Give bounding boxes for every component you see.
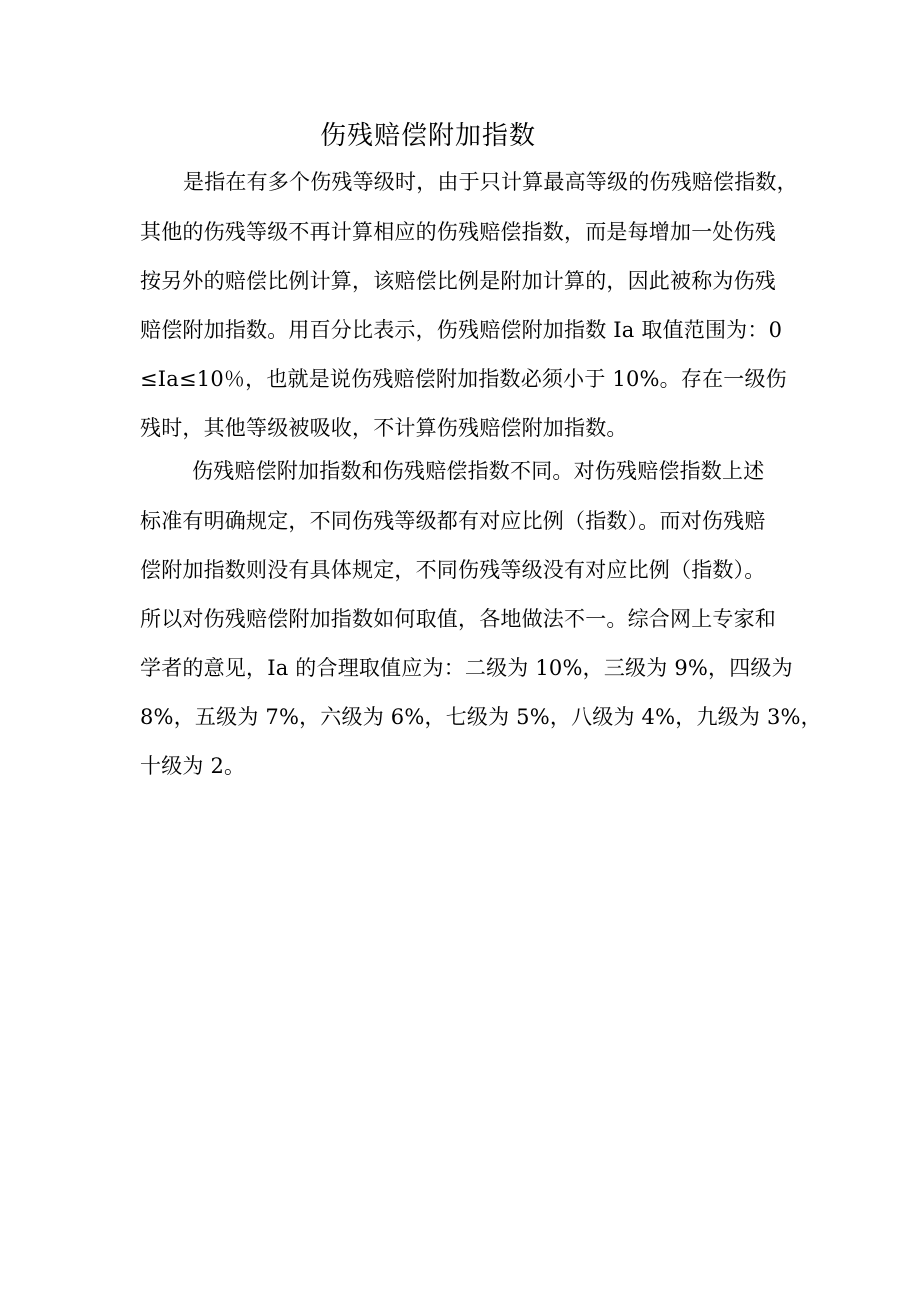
paragraph-1-line-5: ≤Ia≤10％，也就是说伤残赔偿附加指数必须小于 10%。存在一级伤 [140,367,787,391]
paragraph-2-line-7: 十级为 2。 [140,754,246,778]
paragraph-1-line-2: 其他的伤残等级不再计算相应的伤残赔偿指数，而是每增加一处伤残 [140,220,776,244]
paragraph-1-line-6: 残时，其他等级被吸收，不计算伤残赔偿附加指数。 [140,416,628,440]
paragraph-1-line-4: 赔偿附加指数。用百分比表示，伤残赔偿附加指数 Ia 取值范围为：0 [140,318,783,342]
paragraph-2-line-3: 偿附加指数则没有具体规定，不同伤残等级没有对应比例（指数）。 [140,558,766,582]
paragraph-2-line-6: 8%，五级为 7%，六级为 6%，七级为 5%，八级为 4%，九级为 3%， [140,705,822,729]
paragraph-2-line-2: 标准有明确规定，不同伤残等级都有对应比例（指数）。而对伤残赔 [140,509,766,533]
paragraph-2-line-4: 所以对伤残赔偿附加指数如何取值，各地做法不一。综合网上专家和 [140,607,776,631]
paragraph-2-line-1: 伤残赔偿附加指数和伤残赔偿指数不同。对伤残赔偿指数上述 [192,459,765,483]
paragraph-2-line-5: 学者的意见，Ia 的合理取值应为：二级为 10%，三级为 9%，四级为 [140,656,793,680]
paragraph-1-line-1: 是指在有多个伤残等级时，由于只计算最高等级的伤残赔偿指数， [183,170,798,194]
document-title: 伤残赔偿附加指数 [320,121,537,151]
paragraph-1-line-3: 按另外的赔偿比例计算，该赔偿比例是附加计算的，因此被称为伤残 [140,269,776,293]
